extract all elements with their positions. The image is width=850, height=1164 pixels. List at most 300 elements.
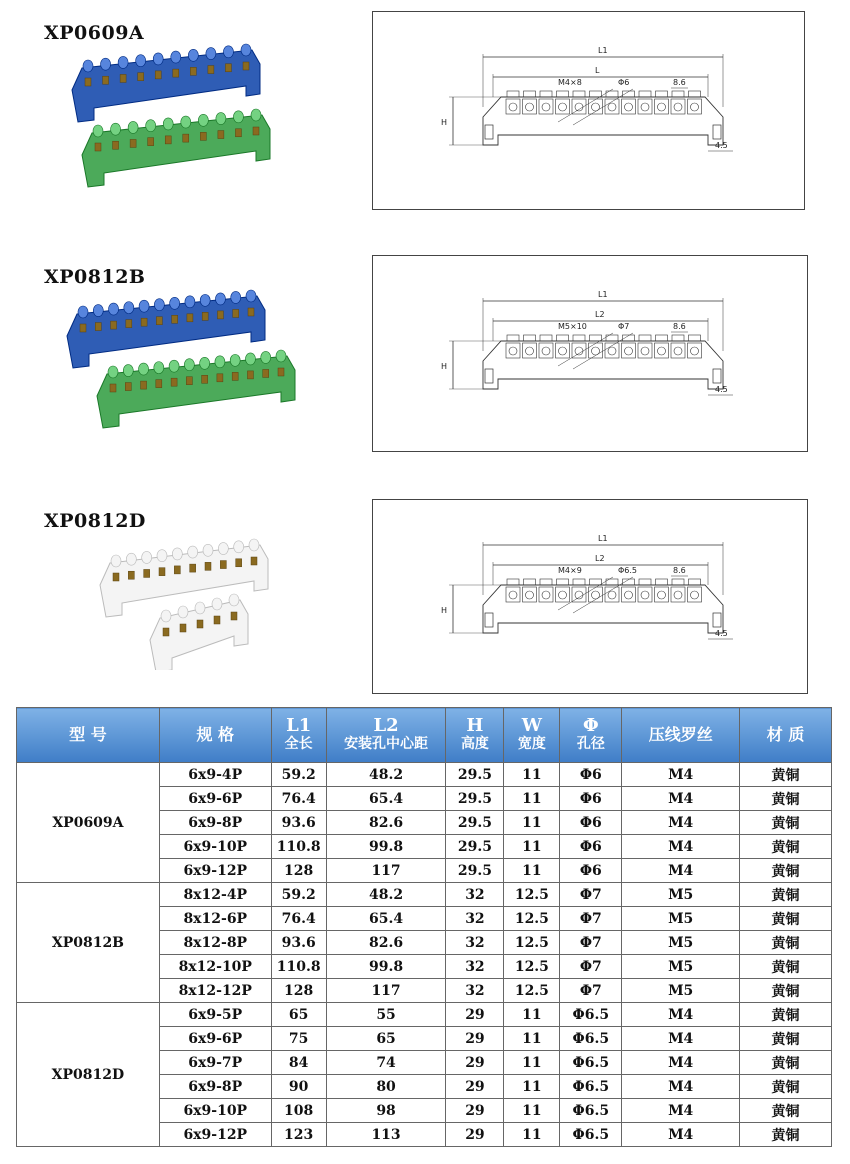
w-cell: 11 <box>504 811 560 835</box>
brass-insert <box>138 73 144 81</box>
terminal-screw <box>540 579 552 585</box>
terminal-block <box>605 587 619 602</box>
phi-cell: Φ7 <box>560 979 622 1003</box>
brass-insert <box>95 323 101 331</box>
bar-bump <box>139 363 149 375</box>
terminal-screw <box>639 579 651 585</box>
terminal-screw <box>573 579 585 585</box>
w-cell: 11 <box>504 787 560 811</box>
w-cell: 12.5 <box>504 931 560 955</box>
screw-cell: M5 <box>622 883 740 907</box>
l2-cell: 99.8 <box>326 955 446 979</box>
h-cell: 29 <box>446 1027 504 1051</box>
material-cell: 黄铜 <box>740 1099 832 1123</box>
foot <box>485 613 493 627</box>
brass-insert <box>208 66 214 74</box>
header-h: H 高度 <box>446 708 504 763</box>
screw-cell: M5 <box>622 907 740 931</box>
terminal-screw <box>557 579 569 585</box>
material-cell: 黄铜 <box>740 787 832 811</box>
terminal-block <box>671 343 685 358</box>
dim-label-h: H <box>441 362 448 371</box>
bar-bump <box>161 610 171 622</box>
phi-cell: Φ6.5 <box>560 1123 622 1147</box>
screw-cell: M4 <box>622 1027 740 1051</box>
model-cell: XP0812D <box>17 1003 160 1147</box>
terminal-screw <box>573 335 585 341</box>
phi-cell: Φ7 <box>560 955 622 979</box>
bar-bump <box>276 350 286 362</box>
terminal-hole <box>542 591 550 599</box>
terminal-hole <box>526 591 534 599</box>
technical-drawing <box>372 255 808 452</box>
material-cell: 黄铜 <box>740 835 832 859</box>
brass-insert <box>253 127 259 135</box>
l1-cell: 75 <box>271 1027 326 1051</box>
w-cell: 12.5 <box>504 955 560 979</box>
terminal-block <box>622 343 636 358</box>
l2-cell: 48.2 <box>326 883 446 907</box>
w-cell: 12.5 <box>504 907 560 931</box>
spec-cell: 6x9-6P <box>159 787 271 811</box>
dim-label-h: H <box>441 118 448 127</box>
header-w: W 宽度 <box>504 708 560 763</box>
bar-bump <box>241 44 251 56</box>
thread-label: M4×8 <box>558 78 582 87</box>
terminal-bar-image <box>90 530 310 670</box>
brass-insert <box>113 573 119 581</box>
terminal-hole <box>691 103 699 111</box>
brass-insert <box>233 309 239 317</box>
terminal-screw <box>540 91 552 97</box>
l2-cell: 80 <box>326 1075 446 1099</box>
bar-bump <box>200 357 210 369</box>
table-row <box>17 1003 832 1027</box>
bar-bump <box>195 602 205 614</box>
brass-insert <box>278 368 284 376</box>
model-cell: XP0812B <box>17 883 160 1003</box>
terminal-hole <box>559 591 567 599</box>
bar-bump <box>153 53 163 65</box>
terminal-bar-image <box>62 286 302 436</box>
brass-insert <box>171 378 177 386</box>
spec-cell: 8x12-6P <box>159 907 271 931</box>
leader-line <box>573 577 633 613</box>
material-cell: 黄铜 <box>740 1003 832 1027</box>
l2-cell: 82.6 <box>326 931 446 955</box>
dim-label-h: H <box>441 606 448 615</box>
terminal-block <box>671 587 685 602</box>
brass-insert <box>217 374 223 382</box>
terminal-screw <box>639 91 651 97</box>
terminal-hole <box>641 347 649 355</box>
spec-cell: 6x9-6P <box>159 1027 271 1051</box>
bar-bump <box>154 362 164 374</box>
screw-cell: M4 <box>622 835 740 859</box>
terminal-screw <box>689 579 701 585</box>
h-cell: 29.5 <box>446 811 504 835</box>
terminal-block <box>655 587 669 602</box>
screw-cell: M4 <box>622 1051 740 1075</box>
l2-cell: 55 <box>326 1003 446 1027</box>
material-cell: 黄铜 <box>740 931 832 955</box>
dim-label-l1: L1 <box>598 290 608 299</box>
bar-bump <box>146 120 156 132</box>
brass-insert <box>190 564 196 572</box>
h-cell: 32 <box>446 931 504 955</box>
brass-insert <box>235 129 241 137</box>
h-cell: 29 <box>446 1051 504 1075</box>
brass-insert <box>130 139 136 147</box>
header-material: 材 质 <box>740 708 832 763</box>
bar-bump <box>230 354 240 366</box>
screw-cell: M4 <box>622 763 740 787</box>
material-cell: 黄铜 <box>740 1075 832 1099</box>
spec-cell: 6x9-4P <box>159 763 271 787</box>
h-cell: 29 <box>446 1123 504 1147</box>
bar-bump <box>172 548 182 560</box>
l2-cell: 98 <box>326 1099 446 1123</box>
terminal-block <box>655 343 669 358</box>
terminal-block <box>556 343 570 358</box>
dim-label-foot: 4.5 <box>715 629 728 638</box>
terminal-block <box>523 587 537 602</box>
terminal-screw <box>507 335 519 341</box>
phi-cell: Φ6 <box>560 835 622 859</box>
brass-insert <box>231 612 237 620</box>
bar-bump <box>109 303 119 315</box>
terminal-block <box>506 587 520 602</box>
w-cell: 12.5 <box>504 979 560 1003</box>
terminal-hole <box>691 347 699 355</box>
l1-cell: 76.4 <box>271 787 326 811</box>
terminal-hole <box>509 591 517 599</box>
brass-insert <box>263 369 269 377</box>
terminal-screw <box>672 579 684 585</box>
terminal-screw <box>656 335 668 341</box>
l1-cell: 59.2 <box>271 883 326 907</box>
l1-cell: 110.8 <box>271 955 326 979</box>
l2-cell: 117 <box>326 859 446 883</box>
w-cell: 11 <box>504 1027 560 1051</box>
bar-bump <box>212 598 222 610</box>
technical-drawing <box>372 499 808 694</box>
table-header-row <box>17 708 832 763</box>
material-cell: 黄铜 <box>740 1051 832 1075</box>
table-row <box>17 763 832 787</box>
spec-cell: 6x9-12P <box>159 859 271 883</box>
bar-bump <box>154 299 164 311</box>
brass-insert <box>128 571 134 579</box>
model-cell: XP0609A <box>17 763 160 883</box>
terminal-block <box>688 343 702 358</box>
brass-insert <box>148 138 154 146</box>
material-cell: 黄铜 <box>740 1123 832 1147</box>
terminal-block <box>638 99 652 114</box>
terminal-block <box>622 587 636 602</box>
bar-bump <box>184 359 194 371</box>
h-cell: 29.5 <box>446 787 504 811</box>
l1-cell: 65 <box>271 1003 326 1027</box>
pitch-label: 8.6 <box>673 322 686 331</box>
pitch-label: 8.6 <box>673 566 686 575</box>
spec-cell: 6x9-5P <box>159 1003 271 1027</box>
model-title: XP0812D <box>44 510 146 532</box>
h-cell: 29.5 <box>446 835 504 859</box>
thread-label: M5×10 <box>558 322 587 331</box>
terminal-hole <box>575 103 583 111</box>
terminal-hole <box>674 347 682 355</box>
terminal-screw <box>656 579 668 585</box>
h-cell: 29 <box>446 1075 504 1099</box>
brass-insert <box>248 308 254 316</box>
spec-cell: 6x9-8P <box>159 1075 271 1099</box>
spec-table <box>16 707 832 1147</box>
bar-body <box>72 50 260 122</box>
header-l2: L2 安装孔中心距 <box>326 708 446 763</box>
l1-cell: 108 <box>271 1099 326 1123</box>
terminal-screw <box>507 579 519 585</box>
material-cell: 黄铜 <box>740 1027 832 1051</box>
spec-cell: 8x12-10P <box>159 955 271 979</box>
bar-bump <box>233 111 243 123</box>
terminal-hole <box>625 591 633 599</box>
brass-insert <box>156 380 162 388</box>
terminal-hole <box>608 591 616 599</box>
terminal-hole <box>526 347 534 355</box>
header-spec: 规 格 <box>159 708 271 763</box>
brass-insert <box>159 568 165 576</box>
brass-insert <box>163 628 169 636</box>
l1-cell: 93.6 <box>271 811 326 835</box>
bar-bump <box>188 49 198 61</box>
bar-bump <box>251 109 261 121</box>
terminal-block <box>539 587 553 602</box>
terminal-block <box>523 99 537 114</box>
bar-bump <box>111 555 121 567</box>
brass-insert <box>141 381 147 389</box>
terminal-screw <box>590 91 602 97</box>
foot <box>713 613 721 627</box>
l2-cell: 65.4 <box>326 787 446 811</box>
brass-insert <box>126 320 132 328</box>
material-cell: 黄铜 <box>740 763 832 787</box>
brass-insert <box>111 321 117 329</box>
dim-label-l: L2 <box>595 554 605 563</box>
model-title: XP0812B <box>44 266 146 288</box>
terminal-screw <box>557 335 569 341</box>
brass-insert <box>197 620 203 628</box>
terminal-hole <box>559 103 567 111</box>
model-title: XP0609A <box>44 22 145 44</box>
terminal-block <box>556 587 570 602</box>
l1-cell: 128 <box>271 979 326 1003</box>
h-cell: 29 <box>446 1099 504 1123</box>
screw-cell: M4 <box>622 859 740 883</box>
brass-insert <box>174 566 180 574</box>
bar-bump <box>203 544 213 556</box>
header-l1: L1 全长 <box>271 708 326 763</box>
l2-cell: 65.4 <box>326 907 446 931</box>
h-cell: 29 <box>446 1003 504 1027</box>
w-cell: 11 <box>504 1075 560 1099</box>
terminal-hole <box>608 103 616 111</box>
terminal-screw <box>524 335 536 341</box>
bar-bump <box>101 58 111 70</box>
terminal-hole <box>575 347 583 355</box>
bar-bump <box>178 606 188 618</box>
bar-bump <box>124 302 134 314</box>
dim-label-l: L <box>595 66 600 75</box>
header-phi: Φ 孔径 <box>560 708 622 763</box>
terminal-block <box>605 99 619 114</box>
bar-bump <box>216 113 226 125</box>
leader-line <box>573 333 633 369</box>
brass-insert <box>125 383 131 391</box>
l1-cell: 93.6 <box>271 931 326 955</box>
terminal-screw <box>540 335 552 341</box>
brass-insert <box>202 312 208 320</box>
l2-cell: 65 <box>326 1027 446 1051</box>
brass-insert <box>165 136 171 144</box>
bar-bump <box>245 353 255 365</box>
h-cell: 32 <box>446 955 504 979</box>
h-cell: 32 <box>446 907 504 931</box>
spec-cell: 6x9-12P <box>159 1123 271 1147</box>
dim-label-foot: 4.5 <box>715 385 728 394</box>
bar-bump <box>169 360 179 372</box>
foot <box>713 369 721 383</box>
phi-cell: Φ7 <box>560 883 622 907</box>
brass-insert <box>183 134 189 142</box>
product-photo <box>90 530 310 674</box>
bar-bump <box>163 118 173 130</box>
terminal-hole <box>509 103 517 111</box>
terminal-block <box>539 99 553 114</box>
brass-insert <box>173 69 179 77</box>
bar-bump <box>136 55 146 67</box>
spec-cell: 8x12-8P <box>159 931 271 955</box>
table-row <box>17 883 832 907</box>
screw-cell: M5 <box>622 979 740 1003</box>
bar-bump <box>188 546 198 558</box>
bar-outline <box>483 585 723 633</box>
bar-bump <box>93 125 103 137</box>
screw-cell: M4 <box>622 1003 740 1027</box>
terminal-screw <box>507 91 519 97</box>
terminal-block <box>688 587 702 602</box>
bar-bump <box>246 290 256 302</box>
bar-bump <box>185 296 195 308</box>
terminal-block <box>506 99 520 114</box>
screw-cell: M4 <box>622 1123 740 1147</box>
w-cell: 11 <box>504 763 560 787</box>
foot <box>713 125 721 139</box>
brass-insert <box>251 557 257 565</box>
dim-label-l: L2 <box>595 310 605 319</box>
brass-insert <box>187 314 193 322</box>
bar-outline <box>483 97 723 145</box>
bar-bump <box>157 550 167 562</box>
terminal-screw <box>672 91 684 97</box>
w-cell: 11 <box>504 835 560 859</box>
w-cell: 11 <box>504 1003 560 1027</box>
brass-insert <box>172 315 178 323</box>
bar-bump <box>218 543 228 555</box>
material-cell: 黄铜 <box>740 907 832 931</box>
w-cell: 11 <box>504 859 560 883</box>
terminal-hole <box>641 103 649 111</box>
brass-insert <box>243 62 249 70</box>
brass-insert <box>218 131 224 139</box>
bar-bump <box>83 60 93 72</box>
bar-bump <box>123 365 133 377</box>
material-cell: 黄铜 <box>740 979 832 1003</box>
brass-insert <box>217 311 223 319</box>
bar-bump <box>261 351 271 363</box>
hole-label: Φ6 <box>618 78 630 87</box>
thread-label: M4×9 <box>558 566 582 575</box>
header-model: 型 号 <box>17 708 160 763</box>
l2-cell: 113 <box>326 1123 446 1147</box>
brass-insert <box>220 561 226 569</box>
terminal-block <box>506 343 520 358</box>
brass-insert <box>214 616 220 624</box>
terminal-hole <box>575 591 583 599</box>
phi-cell: Φ7 <box>560 907 622 931</box>
l1-cell: 128 <box>271 859 326 883</box>
bar-bump <box>200 294 210 306</box>
brass-insert <box>232 372 238 380</box>
l1-cell: 123 <box>271 1123 326 1147</box>
terminal-hole <box>658 103 666 111</box>
l1-cell: 76.4 <box>271 907 326 931</box>
leader-line <box>573 89 633 125</box>
bar-bump <box>171 51 181 63</box>
bar-bump <box>215 293 225 305</box>
terminal-screw <box>656 91 668 97</box>
dim-label-foot: 4.5 <box>715 141 728 150</box>
brass-insert <box>95 143 101 151</box>
screw-cell: M4 <box>622 1075 740 1099</box>
brass-insert <box>120 74 126 82</box>
terminal-hole <box>542 103 550 111</box>
terminal-hole <box>559 347 567 355</box>
bar-outline <box>483 341 723 389</box>
brass-insert <box>155 71 161 79</box>
l2-cell: 117 <box>326 979 446 1003</box>
hole-label: Φ7 <box>618 322 630 331</box>
bar-bump <box>78 306 88 318</box>
bar-body <box>82 115 270 187</box>
foot <box>485 125 493 139</box>
terminal-block <box>539 343 553 358</box>
terminal-hole <box>625 347 633 355</box>
terminal-hole <box>658 347 666 355</box>
brass-insert <box>85 78 91 86</box>
brass-insert <box>110 384 116 392</box>
terminal-screw <box>639 335 651 341</box>
terminal-block <box>671 99 685 114</box>
spec-cell: 8x12-4P <box>159 883 271 907</box>
bar-bump <box>111 123 121 135</box>
bar-bump <box>139 300 149 312</box>
w-cell: 11 <box>504 1123 560 1147</box>
terminal-hole <box>658 591 666 599</box>
l2-cell: 99.8 <box>326 835 446 859</box>
brass-insert <box>186 377 192 385</box>
bar-bump <box>231 291 241 303</box>
